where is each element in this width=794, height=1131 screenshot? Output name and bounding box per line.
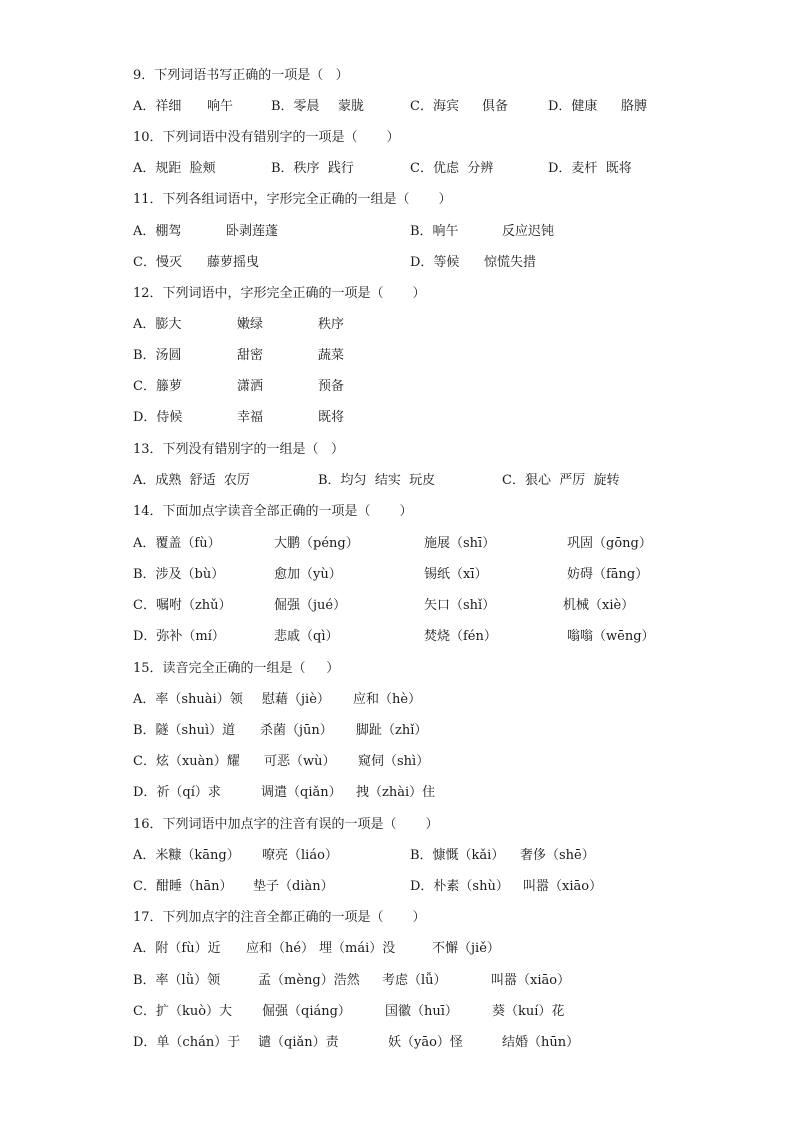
option-b: B．响午 bbox=[410, 224, 459, 239]
option-a: A．规距 脸颊 bbox=[133, 161, 216, 176]
option-word: 悲戚（qì） bbox=[274, 629, 339, 644]
option-c: C．海宾 bbox=[410, 99, 459, 114]
option-word: 大鹏（péng） bbox=[274, 536, 359, 551]
option-word: 调遣（qiǎn） bbox=[261, 785, 342, 800]
option-b: B．均匀 结实 玩皮 bbox=[318, 473, 436, 488]
option-c-word: 藤萝摇曳 bbox=[207, 255, 260, 270]
option-word: 谴（qiǎn）责 bbox=[258, 1035, 339, 1050]
option-d: D．弥补（mí） bbox=[133, 629, 225, 644]
option-word: 既将 bbox=[318, 410, 345, 425]
option-b-word: 蒙胧 bbox=[338, 99, 365, 114]
option-d: D．祈（qí）求 bbox=[133, 785, 221, 800]
option-word: 嘹亮（liáo） bbox=[262, 848, 338, 863]
option-word: 叫嚣（xiāo） bbox=[491, 973, 571, 988]
option-word: 施展（shī） bbox=[424, 536, 496, 551]
option-word: 可恶（wù） bbox=[264, 754, 336, 769]
option-word: 预备 bbox=[318, 379, 345, 394]
option-c: C．扩（kuò）大 bbox=[133, 1004, 233, 1019]
option-word: 国徽（huī） bbox=[385, 1004, 458, 1019]
option-word: 机械（xiè） bbox=[563, 598, 635, 613]
option-a: A．祥细 bbox=[133, 99, 182, 114]
option-word: 结婚（hūn） bbox=[502, 1035, 580, 1050]
option-word: 垫子（diàn） bbox=[253, 879, 334, 894]
option-word: 埋（mái）没 bbox=[319, 941, 396, 956]
option-word: 拽（zhài）住 bbox=[356, 785, 436, 800]
option-word: 不懈（jiě） bbox=[432, 941, 500, 956]
option-word: 倔强（qiáng） bbox=[262, 1004, 351, 1019]
options-row bbox=[0, 1035, 580, 1131]
option-d: D．健康 bbox=[548, 99, 598, 114]
question-stem: 16．下列词语中加点字的注音有误的一项是（ ） bbox=[133, 817, 439, 832]
option-a-word: 卧剥莲蓬 bbox=[226, 224, 279, 239]
option-word: 矢口（shǐ） bbox=[424, 598, 496, 613]
option-word: 焚烧（fén） bbox=[424, 629, 497, 644]
option-d: D．朴素（shù） bbox=[410, 879, 509, 894]
option-d: D．侍候 bbox=[133, 410, 183, 425]
question-stem: 13．下列没有错别字的一组是（ ） bbox=[133, 442, 344, 457]
option-word: 慰藉（jiè） bbox=[262, 692, 330, 707]
option-word: 嫩绿 bbox=[237, 317, 264, 332]
option-b: B．率（lǜ）领 bbox=[133, 973, 221, 988]
option-word: 幸福 bbox=[237, 410, 264, 425]
option-word: 葵（kuí）花 bbox=[492, 1004, 565, 1019]
option-word: 潇洒 bbox=[237, 379, 264, 394]
option-a: A．率（shuài）领 bbox=[133, 692, 243, 707]
question-stem: 9．下列词语书写正确的一项是（ ） bbox=[133, 68, 349, 83]
option-c: C．嘱咐（zhǔ） bbox=[133, 598, 232, 613]
question-stem: 11．下列各组词语中，字形完全正确的一组是（ ） bbox=[133, 192, 452, 207]
option-word: 杀菌（jūn） bbox=[260, 723, 333, 738]
question-stem: 14．下面加点字读音全部正确的一项是（ ） bbox=[133, 504, 413, 519]
option-b: B．秩序 践行 bbox=[271, 161, 354, 176]
option-c: C．酣睡（hān） bbox=[133, 879, 233, 894]
option-word: 妨碍（fāng） bbox=[567, 567, 649, 582]
option-d-word: 惊慌失措 bbox=[484, 255, 537, 270]
option-word: 妖（yāo）怪 bbox=[388, 1035, 463, 1050]
question-stem: 15．读音完全正确的一组是（ ） bbox=[133, 661, 340, 676]
question-stem: 10．下列词语中没有错别字的一项是（ ） bbox=[133, 130, 400, 145]
option-d-word: 胳膊 bbox=[621, 99, 648, 114]
option-a: A．覆盖（fù） bbox=[133, 536, 221, 551]
option-a: A．米糠（kāng） bbox=[133, 848, 240, 863]
option-a-word: 响午 bbox=[207, 99, 234, 114]
option-a: A．成熟 舒适 农厉 bbox=[133, 473, 250, 488]
option-c: C．籐萝 bbox=[133, 379, 182, 394]
option-word: 锡纸（xī） bbox=[424, 567, 488, 582]
option-d: D．等候 bbox=[410, 255, 460, 270]
option-c: C．炫（xuàn）耀 bbox=[133, 754, 240, 769]
option-b: B．隧（shuì）道 bbox=[133, 723, 236, 738]
option-word: 应和（hè） bbox=[353, 692, 422, 707]
option-word: 秩序 bbox=[318, 317, 345, 332]
option-word: 巩固（gōng） bbox=[567, 536, 652, 551]
option-word: 倔强（jué） bbox=[274, 598, 347, 613]
option-b: B．慷慨（kǎi） bbox=[410, 848, 505, 863]
option-d: D．麦杆 既将 bbox=[548, 161, 632, 176]
option-word: 奢侈（shē） bbox=[520, 848, 595, 863]
option-word: 应和（hé） bbox=[246, 941, 315, 956]
option-word: 孟（mèng）浩然 bbox=[258, 973, 360, 988]
option-b-word: 反应迟钝 bbox=[502, 224, 555, 239]
question-stem: 17．下列加点字的注音全都正确的一项是（ ） bbox=[133, 910, 426, 925]
option-c: C．慢灭 bbox=[133, 255, 182, 270]
option-word: 叫嚣（xiāo） bbox=[523, 879, 603, 894]
option-a: A．膨大 bbox=[133, 317, 182, 332]
option-b: B．零晨 bbox=[271, 99, 320, 114]
option-word: 蔬菜 bbox=[318, 348, 345, 363]
option-word: 愈加（yù） bbox=[274, 567, 342, 582]
option-a: A．棚驾 bbox=[133, 224, 182, 239]
option-b: B．涉及（bù） bbox=[133, 567, 225, 582]
option-word: 甜密 bbox=[237, 348, 264, 363]
question-stem: 12．下列词语中，字形完全正确的一项是（ ） bbox=[133, 286, 426, 301]
option-word: 考虑（lǚ） bbox=[382, 973, 447, 988]
option-c: C．优虑 分辨 bbox=[410, 161, 494, 176]
option-word: 脚趾（zhǐ） bbox=[356, 723, 428, 738]
option-d: D．单（chán）于 bbox=[133, 1035, 241, 1050]
option-a: A．附（fù）近 bbox=[133, 941, 221, 956]
option-word: 嗡嗡（wēng） bbox=[567, 629, 655, 644]
option-c-word: 俱备 bbox=[482, 99, 509, 114]
option-c: C．狠心 严厉 旋转 bbox=[502, 473, 620, 488]
option-word: 窥伺（shì） bbox=[358, 754, 430, 769]
option-b: B．汤圆 bbox=[133, 348, 182, 363]
